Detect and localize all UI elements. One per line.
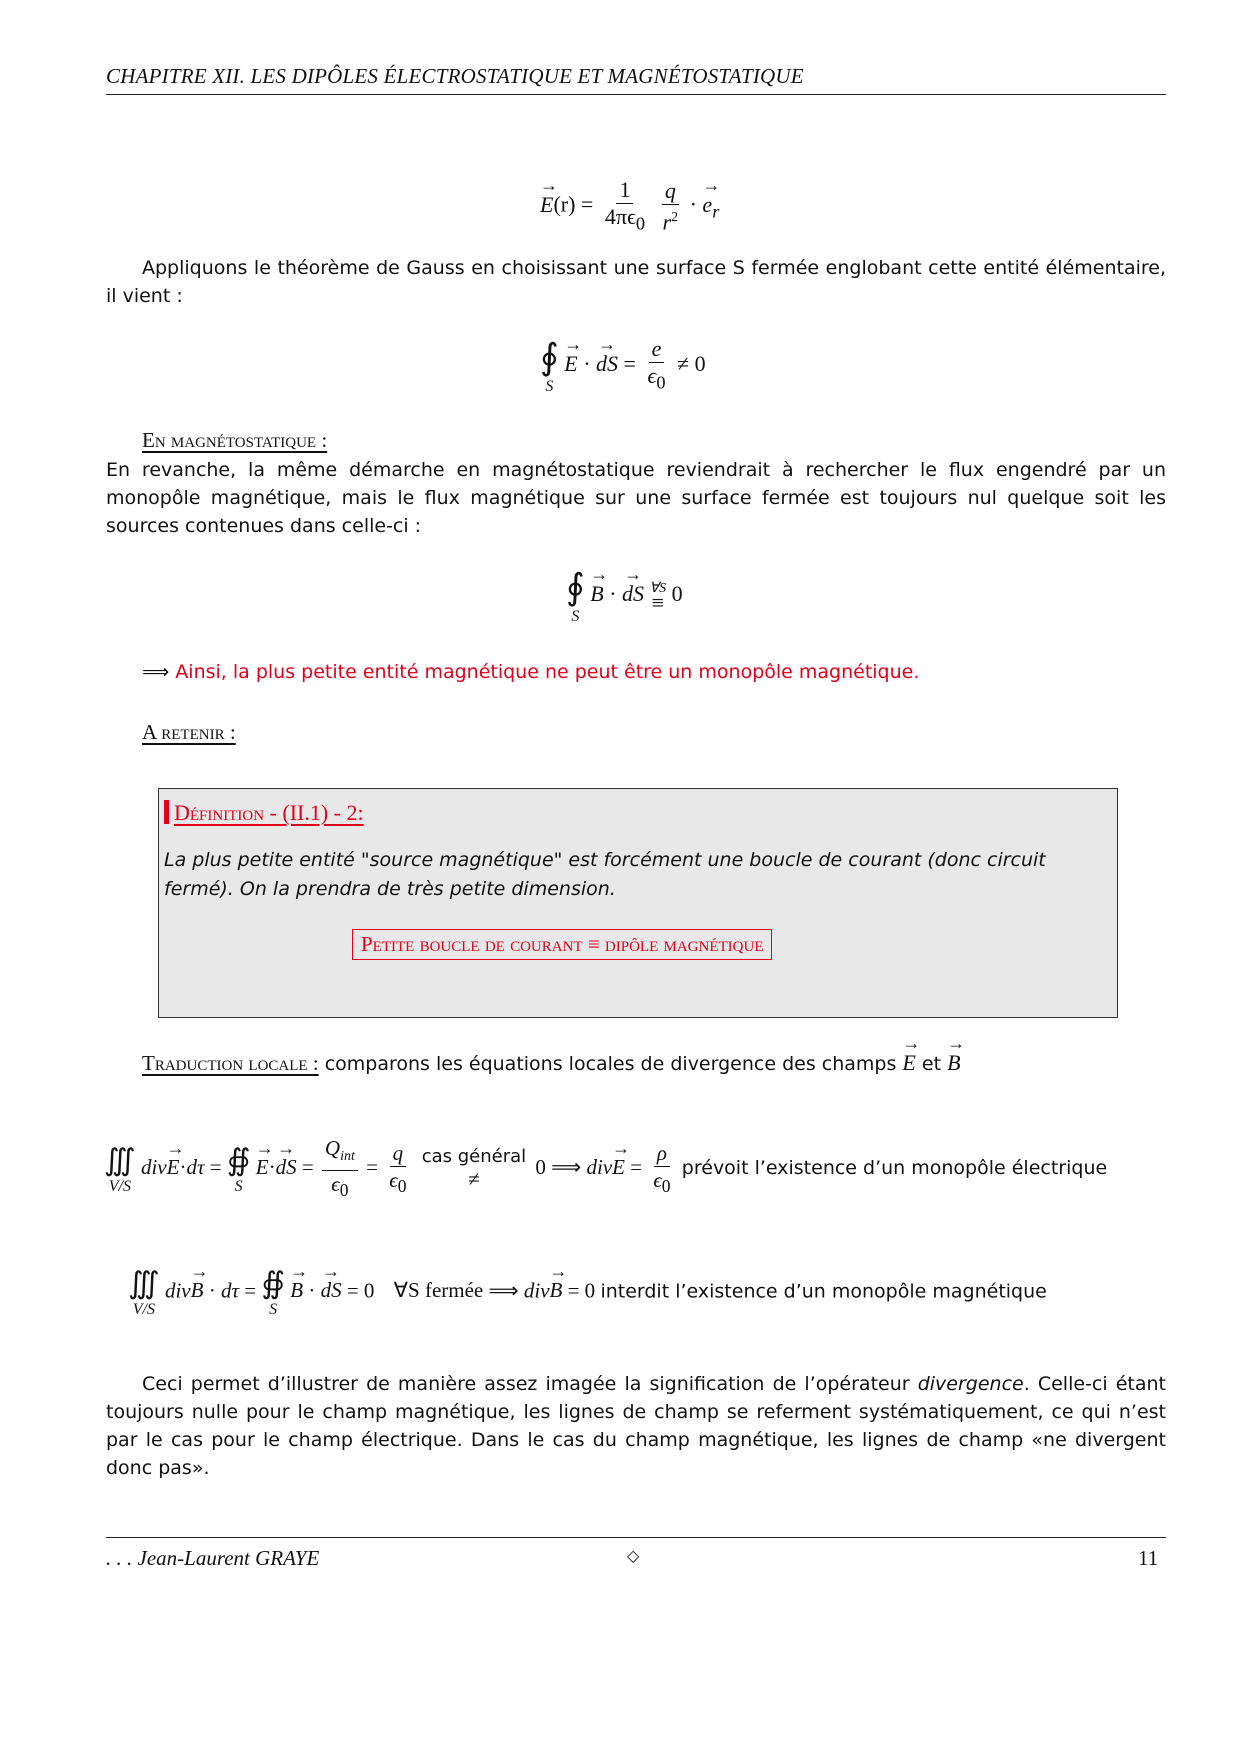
section-heading-retenir: A retenir :: [142, 720, 236, 744]
subscript: r: [712, 201, 720, 222]
paragraph-gauss: Appliquons le théorème de Gauss en choisissant une surface S fermée englobant cette entité élémentaire, il vient :: [106, 257, 1166, 307]
implies-arrow-icon: ⟹: [142, 661, 170, 683]
section-heading-magnetostatique: En magnétostatique :: [142, 428, 328, 452]
superscript: 2: [671, 210, 679, 226]
equation-coulomb-field: → E(r) = $\frac{1}{4\pi\epsilon_0}$ $\frac{q}{r^2}$ · → $e_r$: [540, 178, 719, 235]
subscript: 0: [635, 213, 646, 234]
subscript: int: [340, 1149, 355, 1165]
definition-accent-bar: [164, 800, 169, 824]
equation-tail-text: prévoit l’existence d’un monopôle électrique: [681, 1157, 1108, 1179]
integral-limit: V/S: [108, 1177, 131, 1195]
integral-limit: S: [571, 608, 580, 625]
fraction-numerator: e: [649, 337, 665, 363]
definition-title: Définition - (II.1) - 2:: [174, 800, 364, 825]
fraction-e-over-eps: [644, 337, 668, 394]
fraction-numerator: ρ: [654, 1141, 670, 1167]
closed-surface-integral-icon: ∯: [226, 1143, 251, 1177]
equation-tail: 0: [671, 581, 683, 607]
conclusion-text: Ainsi, la plus petite entité magnétique ne peut être un monopôle magnétique.: [175, 661, 920, 683]
triple-integral-icon: ∭: [104, 1143, 136, 1177]
closed-condition: ∀S fermée: [393, 1278, 484, 1303]
vector-e: → E: [540, 192, 553, 218]
fraction-denominator: 4πϵ: [604, 204, 636, 229]
fraction-numerator: Q: [324, 1136, 341, 1160]
footer-rule: [106, 1537, 1166, 1538]
conclusion-line: [142, 661, 919, 683]
definition-key-statement: Petite boucle de courant ≡ dipôle magnétique: [352, 929, 772, 960]
definition-text: La plus petite entité "source magnétique" est forcément une boucle de courant (donc circuit fermé). On la prendra de très petite dimension.: [164, 849, 1046, 900]
integral-limit: V/S: [132, 1301, 155, 1318]
vector-b: → B: [947, 1050, 960, 1076]
equation-tail-text: interdit l’existence d’un monopôle magnétique: [600, 1280, 1047, 1303]
equation-gauss-b: ∮ S → B · → dS ∀S ≡ 0: [566, 566, 683, 626]
equation-arg: (r) =: [553, 191, 594, 217]
section-heading-traduction: Traduction locale :: [142, 1051, 319, 1075]
integral-limit: S: [234, 1177, 243, 1195]
integral-limit: S: [545, 378, 554, 395]
equation-div-b: ∭ V/S div→ B · dτ = ∯ S → B · → dS = 0 ∀S fermée ⟹ div→ B = 0 interdit l’existence d’un monopôle magnétique: [128, 1266, 1047, 1319]
fraction-numerator: q: [662, 179, 679, 205]
fraction-one-over-4pi-eps: [602, 178, 648, 235]
traduction-line: [142, 1050, 961, 1076]
paragraph-magnetostatique: En revanche, la même démarche en magnétostatique reviendrait à rechercher le flux engendré par un monopôle magnétique, mais le flux magnétique sur une surface fermée est toujours nul quelque soit les sources contenues dans celle-ci :: [106, 459, 1166, 537]
closed-surface-integral-icon: ∯: [261, 1267, 285, 1300]
integral-limit: S: [269, 1301, 278, 1318]
fraction-numerator: q: [390, 1141, 407, 1167]
header-rule: [106, 94, 1166, 95]
traduction-text: comparons les équations locales de divergence des champs: [324, 1053, 897, 1075]
footer-author: . . . Jean-Laurent GRAYE: [106, 1546, 320, 1570]
closed-integral-icon: ∮: [566, 567, 585, 607]
equation-tail: ≠ 0: [677, 351, 706, 377]
traduction-and: et: [921, 1053, 942, 1075]
fraction-denominator: ϵ: [647, 363, 657, 389]
fraction-numerator: 1: [616, 178, 633, 204]
vector-e: → E: [902, 1050, 915, 1076]
page-number: 11: [1138, 1546, 1159, 1570]
paragraph-final-emphasis: divergence: [917, 1373, 1024, 1395]
paragraph-final-part1: Ceci permet d’illustrer de manière assez imagée la signification de l’opérateur: [142, 1373, 910, 1395]
unit-vector-symbol: e: [702, 191, 713, 217]
over-label: cas général: [421, 1146, 527, 1168]
triple-integral-icon: ∭: [128, 1267, 160, 1300]
over-label: ∀S: [649, 581, 667, 596]
closed-integral-icon: ∮: [540, 337, 559, 377]
subscript: 0: [656, 372, 666, 393]
fraction-denominator: r: [662, 209, 672, 235]
equation-div-e: ∭ V/S div→ E·dτ = ∯ S → E·→ dS = $\frac{Q_{int}}{\epsilon_0}$ = $\frac{q}{\epsilon_0}$ cas général ≠ 0 ⟹ div→ E = $\frac{\rho}{\epsilon_0}$ prévoit l’existence d’un monopôle électrique: [104, 1136, 1107, 1202]
fraction-q-over-r2: [660, 179, 682, 234]
equation-gauss-e: ∮ S → E · → dS = $\frac{e}{\epsilon_0}$ ≠ 0: [540, 336, 706, 396]
paragraph-final-part2: . Celle-ci étant toujours nulle pour le champ magnétique, les lignes de champ se referment systématiquement, ce qui n’est par le cas pour le champ électrique. Dans le cas du champ magnétique, les lignes de champ «ne divergent donc pas».: [106, 1373, 1167, 1479]
unit-vector-er: [702, 192, 719, 222]
footer-diamond-icon: ◇: [627, 1546, 640, 1565]
paragraph-final: [106, 1370, 1166, 1482]
page-header-title: CHAPITRE XII. LES DIPÔLES ÉLECTROSTATIQUE ET MAGNÉTOSTATIQUE: [106, 64, 804, 88]
